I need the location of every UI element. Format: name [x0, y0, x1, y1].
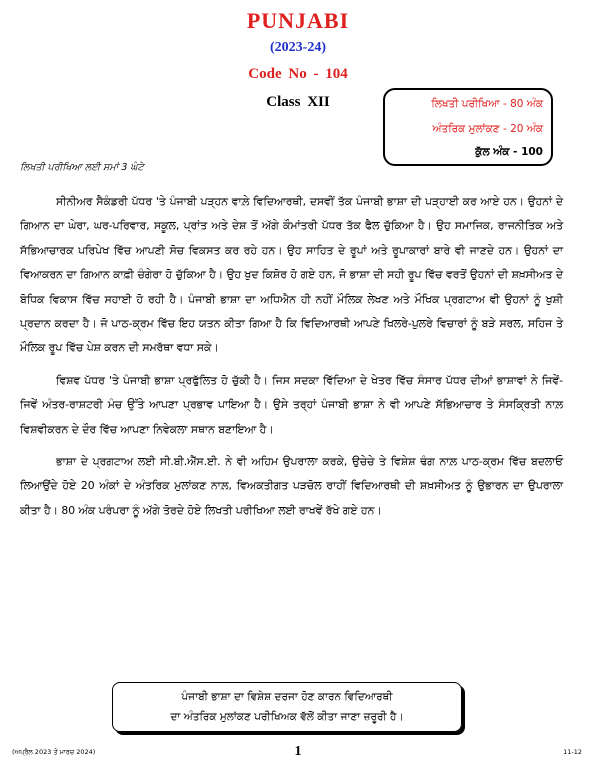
note-line: ਦਾ ਅੰਤਰਿਕ ਮੁਲਾਂਕਣ ਪਰੀਖਿਅਕ ਵੱਲੋਂ ਕੀਤਾ ਜਾਣਾ ਜ਼ਰੂਰੀ ਹੈ।	[170, 711, 404, 723]
marks-box	[383, 88, 553, 166]
paragraph: ਵਿਸ਼ਵ ਪੱਧਰ 'ਤੇ ਪੰਜਾਬੀ ਭਾਸ਼ਾ ਪ੍ਰਫੁੱਲਿਤ ਹੋ ਚੁੱਕੀ ਹੈ। ਜਿਸ ਸਦਕਾ ਵਿੱਦਿਆ ਦੇ ਖੇਤਰ ਵਿੱਚ ਸੰਸਾਰ ਪੱਧਰ ਦੀਆਂ ਭਾਸ਼ਾਵਾਂ ਨੇ ਜਿਵੇਂ-ਜਿਵੇਂ ਅੰਤਰ-ਰਾਸ਼ਟਰੀ ਮੰਚ ਉੱਤੇ ਆਪਣਾ ਪ੍ਰਭਾਵ ਪਾਇਆ ਹੈ। ਉਸੇ ਤਰ੍ਹਾਂ ਪੰਜਾਬੀ ਭਾਸ਼ਾ ਨੇ ਵੀ ਆਪਣੇ ਸੱਭਿਆਚਾਰ ਤੇ ਸੰਸਕ੍ਰਿਤੀ ਨਾਲ਼ ਵਿਸ਼ਵੀਕਰਨ ਦੇ ਦੌਰ ਵਿੱਚ ਆਪਣਾ ਨਿਵੇਕਲਾ ਸਥਾਨ ਬਣਾਇਆ ਹੈ।	[20, 373, 563, 436]
subject-title: PUNJABI	[246, 8, 350, 33]
paragraph: ਸੀਨੀਅਰ ਸੈਕੰਡਰੀ ਪੱਧਰ 'ਤੇ ਪੰਜਾਬੀ ਪੜ੍ਹਨ ਵਾਲ਼ੇ ਵਿਦਿਆਰਥੀ, ਦਸਵੀਂ ਤੱਕ ਪੰਜਾਬੀ ਭਾਸ਼ਾ ਦੀ ਪੜ੍ਹਾਈ ਕਰ ਆਏ ਹਨ। ਉਹਨਾਂ ਦੇ ਗਿਆਨ ਦਾ ਘੇਰਾ, ਘਰ-ਪਰਿਵਾਰ, ਸਕੂਲ, ਪ੍ਰਾਂਤ ਅਤੇ ਦੇਸ਼ ਤੋਂ ਅੱਗੇ ਕੌਮਾਂਤਰੀ ਪੱਧਰ ਤੱਕ ਫੈਲ ਚੁੱਕਿਆ ਹੈ। ਉਹ ਸਮਾਜਿਕ, ਰਾਜਨੀਤਿਕ ਅਤੇ ਸੱਭਿਆਚਾਰਕ ਪਰਿਪੇਖ ਵਿੱਚ ਆਪਣੀ ਸੋਚ ਵਿਕਸਤ ਕਰ ਰਹੇ ਹਨ। ਉਹ ਸਾਹਿਤ ਦੇ ਰੂਪਾਂ ਅਤੇ ਰੂਪਾਕਾਰਾਂ ਬਾਰੇ ਵੀ ਜਾਣਦੇ ਹਨ। ਉਹਨਾਂ ਦਾ ਵਿਆਕਰਨ ਦਾ ਗਿਆਨ ਕਾਫ਼ੀ ਚੰਗੇਰਾ ਹੋ ਚੁੱਕਿਆ ਹੈ। ਉਹ ਖੁਦ ਕਿਸ਼ੋਰ ਹੋ ਗਏ ਹਨ, ਜੋ ਭਾਸ਼ਾ ਦੀ ਸਹੀ ਰੂਪ ਵਿੱਚ ਵਰਤੋਂ ਉਹਨਾਂ ਦੀ ਸ਼ਖ਼ਸੀਅਤ ਦੇ ਬੋਧਿਕ ਵਿਕਾਸ ਵਿੱਚ ਸਹਾਈ ਹੋ ਰਹੀ ਹੈ। ਪੰਜਾਬੀ ਭਾਸ਼ਾ ਦਾ ਅਧਿਐਨ ਹੀ ਨਹੀਂ ਮੌਲਿਕ ਲੇਖਣ ਅਤੇ ਮੌਖਿਕ ਪ੍ਰਗਟਾਅ ਵੀ ਉਹਨਾਂ ਨੂੰ ਖੁਸ਼ੀ ਪ੍ਰਦਾਨ ਕਰਦਾ ਹੈ। ਜੋ ਪਾਠ-ਕ੍ਰਮ ਵਿੱਚ ਇਹ ਯਤਨ ਕੀਤਾ ਗਿਆ ਹੈ ਕਿ ਵਿਦਿਆਰਥੀ ਆਪਣੇ ਖਿਲਰੇ-ਪੁਲਰੇ ਵਿਚਾਰਾਂ ਨੂੰ ਬੜੇ ਸਰਲ, ਸਹਿਜ ਤੇ ਮੌਲਿਕ ਰੂਪ ਵਿੱਚ ਪੇਸ਼ ਕਰਨ ਦੀ ਸਮਰੱਥਾ ਵਧਾ ਸਕੇ।	[20, 195, 563, 355]
written-exam-marks: ਲਿਖਤੀ ਪਰੀਖਿਆ - 80 ਅੰਕ	[431, 98, 543, 110]
footer-date-range: (ਅਪ੍ਰੈਲ 2023 ਤੋਂ ਮਾਰਚ 2024)	[12, 748, 96, 756]
session-year: (2023-24)	[270, 40, 326, 55]
note-line: ਪੰਜਾਬੀ ਭਾਸ਼ਾ ਦਾ ਵਿਸ਼ੇਸ਼ ਦਰਜਾ ਹੋਣ ਕਾਰਨ ਵਿਦਿਆਰਥੀ	[181, 691, 393, 703]
subject-code: Code No - 104	[248, 66, 348, 82]
internal-assessment-marks: ਅੰਤਰਿਕ ਮੁਲਾਂਕਣ - 20 ਅੰਕ	[432, 123, 543, 135]
footer-class-code: 11-12	[563, 748, 582, 756]
page-number: 1	[294, 744, 302, 759]
class-label: Class XII	[266, 94, 330, 110]
exam-time-line: ਲਿਖਤੀ ਪਰੀਖਿਆ ਲਈ ਸਮਾਂ 3 ਘੰਟੇ	[20, 162, 144, 173]
total-marks: ਕੁੱਲ ਅੰਕ - 100	[475, 146, 543, 158]
paragraph: ਭਾਸ਼ਾ ਦੇ ਪ੍ਰਗਟਾਅ ਲਈ ਸੀ.ਬੀ.ਐੱਸ.ਈ. ਨੇ ਵੀ ਅਹਿਮ ਉਪਰਾਲਾ ਕਰਕੇ, ਉਚੇਚੇ ਤੇ ਵਿਸ਼ੇਸ਼ ਢੰਗ ਨਾਲ਼ ਪਾਠ-ਕ੍ਰਮ ਵਿੱਚ ਬਦਲਾਓ ਲਿਆਉਂਦੇ ਹੋਏ 20 ਅੰਕਾਂ ਦੇ ਅੰਤਰਿਕ ਮੁਲਾਂਕਣ ਨਾਲ਼, ਵਿਅਕਤੀਗਤ ਪੜਚੋਲ ਰਾਹੀਂ ਵਿਦਿਆਰਥੀ ਦੀ ਸ਼ਖ਼ਸੀਅਤ ਨੂੰ ਉਭਾਰਨ ਦਾ ਉਪਰਾਲਾ ਕੀਤਾ ਹੈ। 80 ਅੰਕ ਪਰੰਪਰਾ ਨੂੰ ਅੱਗੇ ਤੋਰਦੇ ਹੋਏ ਲਿਖਤੀ ਪਰੀਖਿਆ ਲਈ ਰਾਖਵੇਂ ਰੱਖੇ ਗਏ ਹਨ।	[20, 455, 563, 517]
note-box	[112, 682, 462, 732]
body-text	[20, 190, 563, 531]
